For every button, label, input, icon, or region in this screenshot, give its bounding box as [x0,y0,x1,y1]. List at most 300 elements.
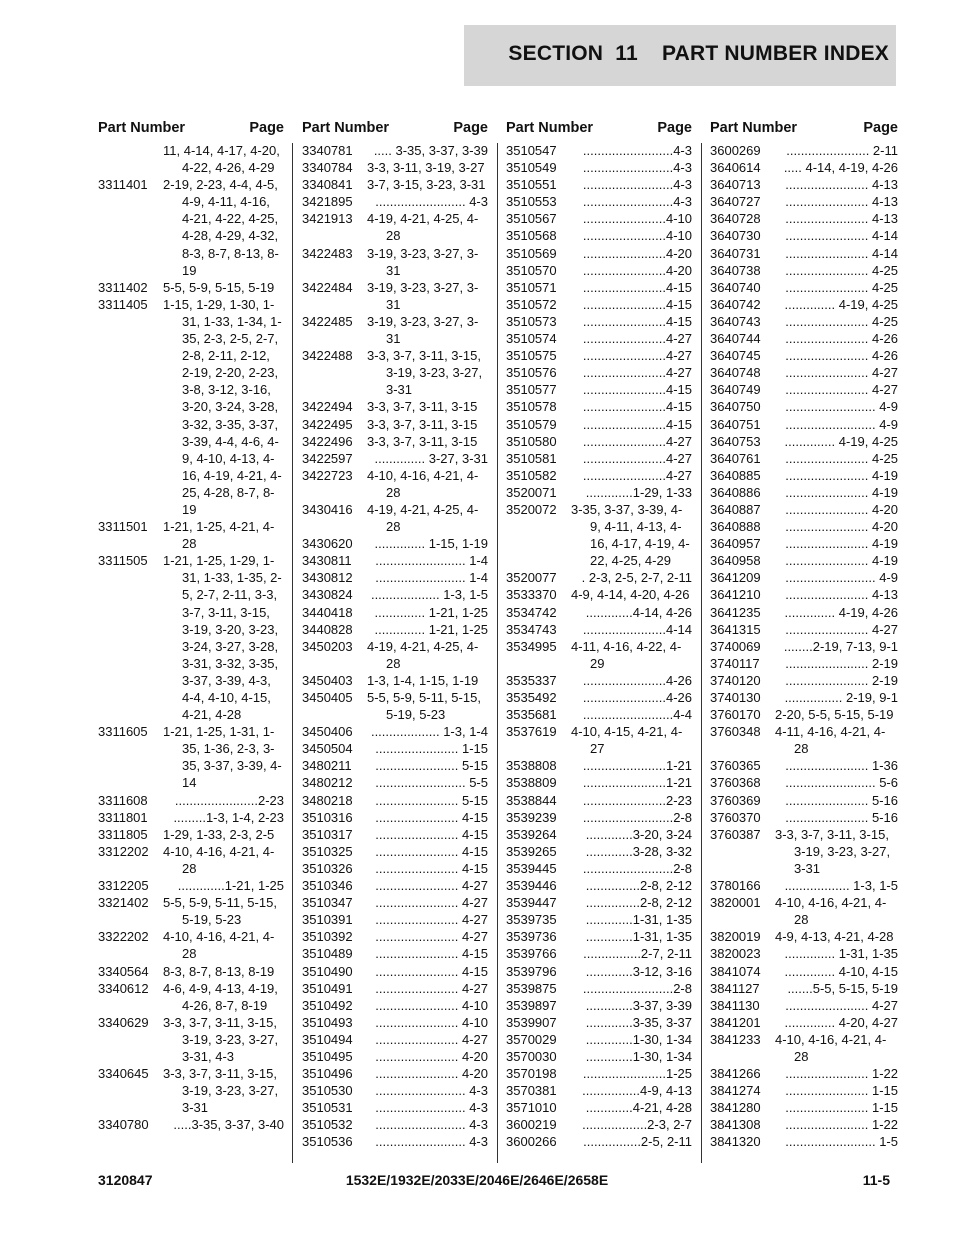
page-references: .............. 4-19, 4-25 [784,296,898,312]
page-references: 3-3, 3-7, 3-11, 3-15, 3-19, 3-23, 3-27, 3-31, 4-3 [163,1014,279,1064]
page-references: 11, 4-14, 4-17, 4-20, 4-22, 4-26, 4-29 [163,143,280,176]
part-number: 3430416 [302,501,353,517]
index-entry [710,313,898,330]
index-entry [710,330,898,347]
part-number: 3430811 [302,553,352,569]
part-number: 3640745 [710,348,761,364]
part-number: 3422483 [302,245,353,261]
part-number: 3340784 [302,160,353,176]
part-number: 3641210 [710,587,761,603]
index-entry [506,364,692,381]
index-entry [710,535,898,552]
page-references: ....................... 4-14 [785,228,898,244]
page-references: .......................4-27 [582,467,692,483]
part-number: 3640888 [710,519,761,535]
part-number: 3450403 [302,672,353,688]
page-references: ......................... 1-4 [375,553,488,569]
part-number: 3430812 [302,570,353,586]
part-number: 3422485 [302,313,353,329]
index-entry [302,1014,488,1031]
index-entry [302,347,488,398]
part-number: 3322202 [98,929,149,945]
part-number: 3480218 [302,792,353,808]
index-entry [302,672,488,689]
part-number: 3535681 [506,707,557,723]
page-references: .............. 1-21, 1-25 [374,604,488,620]
index-entry [302,535,488,552]
index-entry [506,279,692,296]
index-entry [506,689,692,706]
part-number: 3422495 [302,416,353,432]
column-divider [497,143,498,1163]
page-references: 3-3, 3-7, 3-11, 3-15 [367,399,478,415]
footer-doc-number: 3120847 [98,1172,153,1188]
index-entry [506,843,692,860]
page-references: .......................4-15 [582,279,692,295]
part-number: 3600269 [710,143,761,158]
page-references: 1-21, 1-25, 1-29, 1-31, 1-33, 1-35, 2-5, 2-7, 2-11, 3-3, 3-7, 3-11, 3-15, 3-19, 3-20, 3-23, 3-24, 3-27, 3-28, 3-31, 3-32, 3-35, 3-37, 3-39, 4-3, 4-4, 4-10, 4-15, 4-21, 4-28 [163,553,282,723]
index-entry [302,963,488,980]
index-entry [710,262,898,279]
index-entry [710,963,898,980]
part-number: 3640614 [710,160,761,176]
index-entry [506,450,692,467]
index-entry [506,1048,692,1065]
part-number: 3510575 [506,348,557,364]
part-number: 3640738 [710,262,761,278]
page-references: ....................... 4-19 [785,467,898,483]
index-entry [710,398,898,415]
page-references: ....................... 1-36 [785,758,898,774]
page-references: .......................4-15 [582,416,692,432]
index-entry [302,279,488,313]
index-column-2 [302,118,488,1151]
part-number: 3510347 [302,895,353,911]
index-entry [98,1116,284,1133]
index-entry [98,843,284,877]
part-number: 3640887 [710,501,761,517]
index-entry [710,928,898,945]
part-number: 3510531 [302,1100,353,1116]
part-number: 3841266 [710,1066,761,1082]
part-number: 3740117 [710,655,760,671]
index-entry [506,706,692,723]
part-number: 3510494 [302,1031,353,1047]
index-entry [98,296,284,518]
part-number: 3538809 [506,775,557,791]
part-number: 3510530 [302,1083,353,1099]
page-references: ....................... 4-15 [375,963,488,979]
part-number: 3820019 [710,929,761,945]
index-entry [302,809,488,826]
page-references: .............. 3-27, 3-31 [374,450,488,466]
column-header [98,118,284,142]
index-entry [302,792,488,809]
page-references: ....................... 4-27 [785,621,898,637]
page-references: .............. 4-19, 4-25 [784,433,898,449]
part-number: 3760348 [710,724,761,740]
page-references: ......................... 4-3 [375,194,488,210]
part-number: 3520072 [506,501,557,517]
page-references: ....................... 5-16 [785,809,898,825]
page-references: .......................4-26 [582,690,692,705]
page-references: 4-10, 4-16, 4-21, 4-28 [367,467,479,500]
index-entry [302,552,488,569]
page-references: 3-19, 3-23, 3-27, 3-31 [367,279,479,312]
page-references: ...............2-8, 2-12 [585,878,692,894]
part-number: 3510490 [302,963,353,979]
index-entry [98,894,284,928]
page-references: ......................... 1-4 [375,570,488,586]
page-references: .........................2-8 [582,980,692,996]
index-entry [710,210,898,227]
page-references: ....................... 4-25 [785,313,898,329]
part-number: 3641209 [710,570,761,586]
index-entry [98,279,284,296]
part-number: 3340564 [98,963,149,979]
part-number: 3510568 [506,228,557,244]
part-number: 3311401 [98,177,148,193]
page-references: ....................... 4-15 [375,809,488,825]
column-divider [292,143,293,1163]
index-entry [710,757,898,774]
index-entry [302,1133,488,1150]
page-references: .............. 1-31, 1-35 [784,946,898,962]
part-number: 3450406 [302,724,353,740]
index-entry [710,1014,898,1031]
index-entry [506,1082,692,1099]
index-entry [710,723,898,757]
part-number: 3510496 [302,1066,353,1082]
page-references: 3-3, 3-7, 3-11, 3-15 [367,433,478,449]
page-heading: Page [453,120,488,136]
part-number: 3841274 [710,1083,761,1099]
page-references: .......................1-25 [582,1066,692,1082]
page-references: .......5-5, 5-15, 5-19 [787,980,898,996]
page-references: .........................4-3 [582,160,692,176]
page-references: .............3-12, 3-16 [585,963,692,979]
index-entry [710,364,898,381]
page-references: .............4-14, 4-26 [585,604,692,620]
index-entry [506,245,692,262]
index-entry [710,1031,898,1065]
part-number: 3640748 [710,365,761,381]
page-references: 3-19, 3-23, 3-27, 3-31 [367,313,479,347]
part-number: 3841201 [710,1014,761,1030]
index-entry [710,227,898,244]
part-number: 3520071 [506,484,557,500]
index-entry [506,1116,692,1133]
page-references: 1-21, 1-25, 4-21, 4-28 [163,519,275,552]
page-references: 4-6, 4-9, 4-13, 4-19, 4-26, 8-7, 8-19 [163,980,278,1013]
part-number: 3538844 [506,792,557,808]
index-entry [710,433,898,450]
page-references: 4-10, 4-16, 4-21, 4-28 [163,843,275,876]
page-references: .............1-21, 1-25 [177,878,284,894]
part-number: 3534743 [506,621,557,637]
page-references: .......................4-27 [582,348,692,364]
index-entry [302,757,488,774]
index-entry [710,381,898,398]
page-references: 4-10, 4-15, 4-21, 4-27 [571,724,683,757]
part-number: 3841127 [710,980,760,996]
page-references: .........................4-3 [582,177,692,193]
part-number: 3539445 [506,860,557,876]
footer-page-number: 11-5 [862,1172,890,1188]
index-entry [710,638,898,655]
index-entry [302,997,488,1014]
page-references: .............1-31, 1-35 [585,912,692,928]
index-column-3 [506,118,692,1151]
page-references: ....................... 4-20 [785,501,898,517]
page-references: 4-10, 4-16, 4-21, 4-28 [775,895,887,928]
page-references: .............3-37, 3-39 [585,997,692,1013]
page-references: ......................... 4-9 [785,399,898,415]
part-number: 3841233 [710,1031,761,1047]
page-references: ....................... 4-27 [375,1031,488,1047]
index-entry [302,501,488,535]
page-references: . 2-3, 2-5, 2-7, 2-11 [581,570,692,586]
page-references: 3-35, 3-37, 3-39, 4-9, 4-11, 4-13, 4-16, 4-17, 4-19, 4-22, 4-25, 4-29 [571,501,690,569]
part-number: 3340629 [98,1014,149,1030]
page-references: ....................... 4-13 [785,587,898,603]
index-entry [710,279,898,296]
column-header [710,118,898,142]
page-references: ......................... 4-3 [375,1100,488,1116]
part-number: 3640749 [710,382,761,398]
page-references: ....................... 4-25 [785,450,898,466]
index-entry [302,894,488,911]
index-entry [710,689,898,706]
page-references: ....................... 4-27 [375,980,488,996]
page-references: ....................... 4-25 [785,279,898,295]
index-entry [710,347,898,364]
page-heading: Page [657,120,692,136]
footer-models: 1532E/1932E/2033E/2046E/2646E/2658E [345,1172,609,1188]
part-number-heading: Part Number [98,120,186,136]
part-number: 3640751 [710,416,761,432]
page-references: ..... 4-14, 4-19, 4-26 [783,160,898,176]
part-number: 3422723 [302,467,353,483]
part-number: 3510580 [506,433,557,449]
index-entry [506,860,692,877]
index-entry [506,193,692,210]
page-references: ....................... 4-15 [375,843,488,859]
page-references: ....................... 4-15 [375,826,488,842]
part-number: 3740130 [710,690,761,705]
index-entry [302,621,488,638]
page-references: .......................4-10 [582,211,692,227]
part-number: 3510392 [302,929,353,945]
part-number: 3640713 [710,177,761,193]
part-number: 3510551 [506,177,557,193]
page-references: ....................... 4-20 [375,1066,488,1082]
part-number: 3510569 [506,245,557,261]
part-number: 3510572 [506,296,557,312]
index-entry [302,569,488,586]
page-references: .......................4-20 [582,262,692,278]
page-references: 3-3, 3-7, 3-11, 3-15, 3-19, 3-23, 3-27, 3-31 [775,826,891,876]
index-entry [98,826,284,843]
page-references: ....................... 4-13 [785,177,898,193]
page-references: .................. 1-3, 1-5 [784,878,898,894]
page-references: ....................... 4-20 [375,1048,488,1064]
page-references: 4-9, 4-14, 4-20, 4-26 [571,587,690,603]
page-references: ....................... 2-11 [786,143,898,158]
part-number: 3820001 [710,895,761,911]
index-entry [302,723,488,740]
index-entry [302,877,488,894]
part-number: 3422494 [302,399,353,415]
index-column-1 [98,118,284,1133]
index-entry [506,894,692,911]
part-number: 3510492 [302,997,353,1013]
part-number: 3340841 [302,177,353,193]
part-number: 3640886 [710,484,761,500]
part-number: 3510326 [302,860,353,876]
index-entry [302,774,488,791]
page-references: 5-5, 5-9, 5-15, 5-19 [163,279,275,295]
part-number: 3535492 [506,690,557,705]
index-column-4 [710,118,898,1151]
index-entry [302,1099,488,1116]
index-entry [710,1082,898,1099]
index-entry [98,518,284,552]
index-entry [302,945,488,962]
page-references: ................2-7, 2-11 [583,946,692,962]
page-references: .......................4-26 [582,672,692,688]
part-number: 3641315 [710,621,761,637]
index-entry [506,1099,692,1116]
part-number: 3640753 [710,433,761,449]
page-references: .........................2-8 [582,809,692,825]
page-references: 3-3, 3-7, 3-11, 3-15, 3-19, 3-23, 3-27, 3-31 [163,1066,279,1116]
part-number: 3640731 [710,245,761,261]
part-number: 3538808 [506,758,557,774]
page-references: .............1-31, 1-35 [585,929,692,945]
part-number: 3510574 [506,331,557,347]
page-references: .............3-28, 3-32 [585,843,692,859]
index-entry [710,1099,898,1116]
page-references: ......................... 4-9 [785,416,898,432]
part-number: 3539796 [506,963,557,979]
page-references: ....................... 4-27 [375,895,488,911]
index-entry [506,757,692,774]
column-divider [701,143,702,1163]
index-entry [506,997,692,1014]
page-references: ....................... 2-19 [785,655,898,671]
index-entry [506,1133,692,1150]
page-references: .......................4-27 [582,450,692,466]
index-entry [506,638,692,672]
page-references: ....................... 4-15 [375,946,488,962]
part-number: 3535337 [506,672,557,688]
index-entry [302,193,488,210]
index-entry [506,313,692,330]
index-entry [710,416,898,433]
part-number: 3640742 [710,296,761,312]
part-number: 3340780 [98,1117,149,1133]
index-entry [710,245,898,262]
part-number: 3760387 [710,826,761,842]
part-number: 3760369 [710,792,761,808]
part-number: 3421913 [302,211,353,227]
part-number: 3311405 [98,296,148,312]
part-number: 3570381 [506,1083,557,1099]
part-number: 3539897 [506,997,557,1013]
page-references: ....................... 4-19 [785,536,898,552]
index-entry [98,928,284,962]
part-number: 3311805 [98,826,148,842]
index-entry [302,1048,488,1065]
part-number: 3780166 [710,878,761,894]
page-references: .........1-3, 1-4, 2-23 [173,809,284,825]
part-number: 3570029 [506,1031,557,1047]
index-entry [302,450,488,467]
index-entry [302,313,488,347]
index-entry [506,398,692,415]
part-number: 3510567 [506,211,557,227]
page-references: ....................... 4-25 [785,262,898,278]
page-references: ....................... 4-26 [785,348,898,364]
part-number: 3510346 [302,878,353,894]
part-number: 3340781 [302,143,353,158]
index-entry [302,928,488,945]
page-references: 1-3, 1-4, 1-15, 1-19 [367,672,479,688]
part-number: 3571010 [506,1100,557,1116]
index-entry [710,945,898,962]
part-number: 3820023 [710,946,761,962]
index-entry [710,569,898,586]
page-references: ....................... 5-16 [785,792,898,808]
page-references: ....................... 4-27 [375,912,488,928]
index-entry [710,176,898,193]
page-references: ................... 1-3, 1-5 [370,587,488,603]
part-number: 3640740 [710,279,761,295]
page-references: ...............2-8, 2-12 [585,895,692,911]
page-references: .......................4-15 [582,296,692,312]
index-entry [710,296,898,313]
page-references: 4-19, 4-21, 4-25, 4-28 [367,501,479,535]
part-number: 3520077 [506,570,557,586]
part-number: 3311505 [98,553,148,569]
page-references: ....................... 1-15 [785,1083,898,1099]
page-references: 4-11, 4-16, 4-21, 4-28 [775,724,886,757]
index-entry [302,911,488,928]
index-entry [710,159,898,176]
index-entry [506,980,692,997]
index-entry [710,467,898,484]
part-number: 3841074 [710,963,761,979]
part-number: 3311402 [98,279,148,295]
part-number: 3570030 [506,1048,557,1064]
part-number: 3539875 [506,980,557,996]
page-references: ................ 2-19, 9-1 [784,690,898,705]
part-number: 3640727 [710,194,761,210]
part-number: 3537619 [506,724,557,740]
part-number: 3740120 [710,672,761,688]
page-references: ......................... 4-3 [375,1134,488,1150]
index-entry [506,330,692,347]
page-references: ....................... 4-27 [785,365,898,381]
index-entry [710,1065,898,1082]
index-entry [710,672,898,689]
index-entry [506,928,692,945]
index-entry [98,963,284,980]
page-references: .........................4-3 [582,143,692,158]
index-entry [302,467,488,501]
index-entry [506,672,692,689]
